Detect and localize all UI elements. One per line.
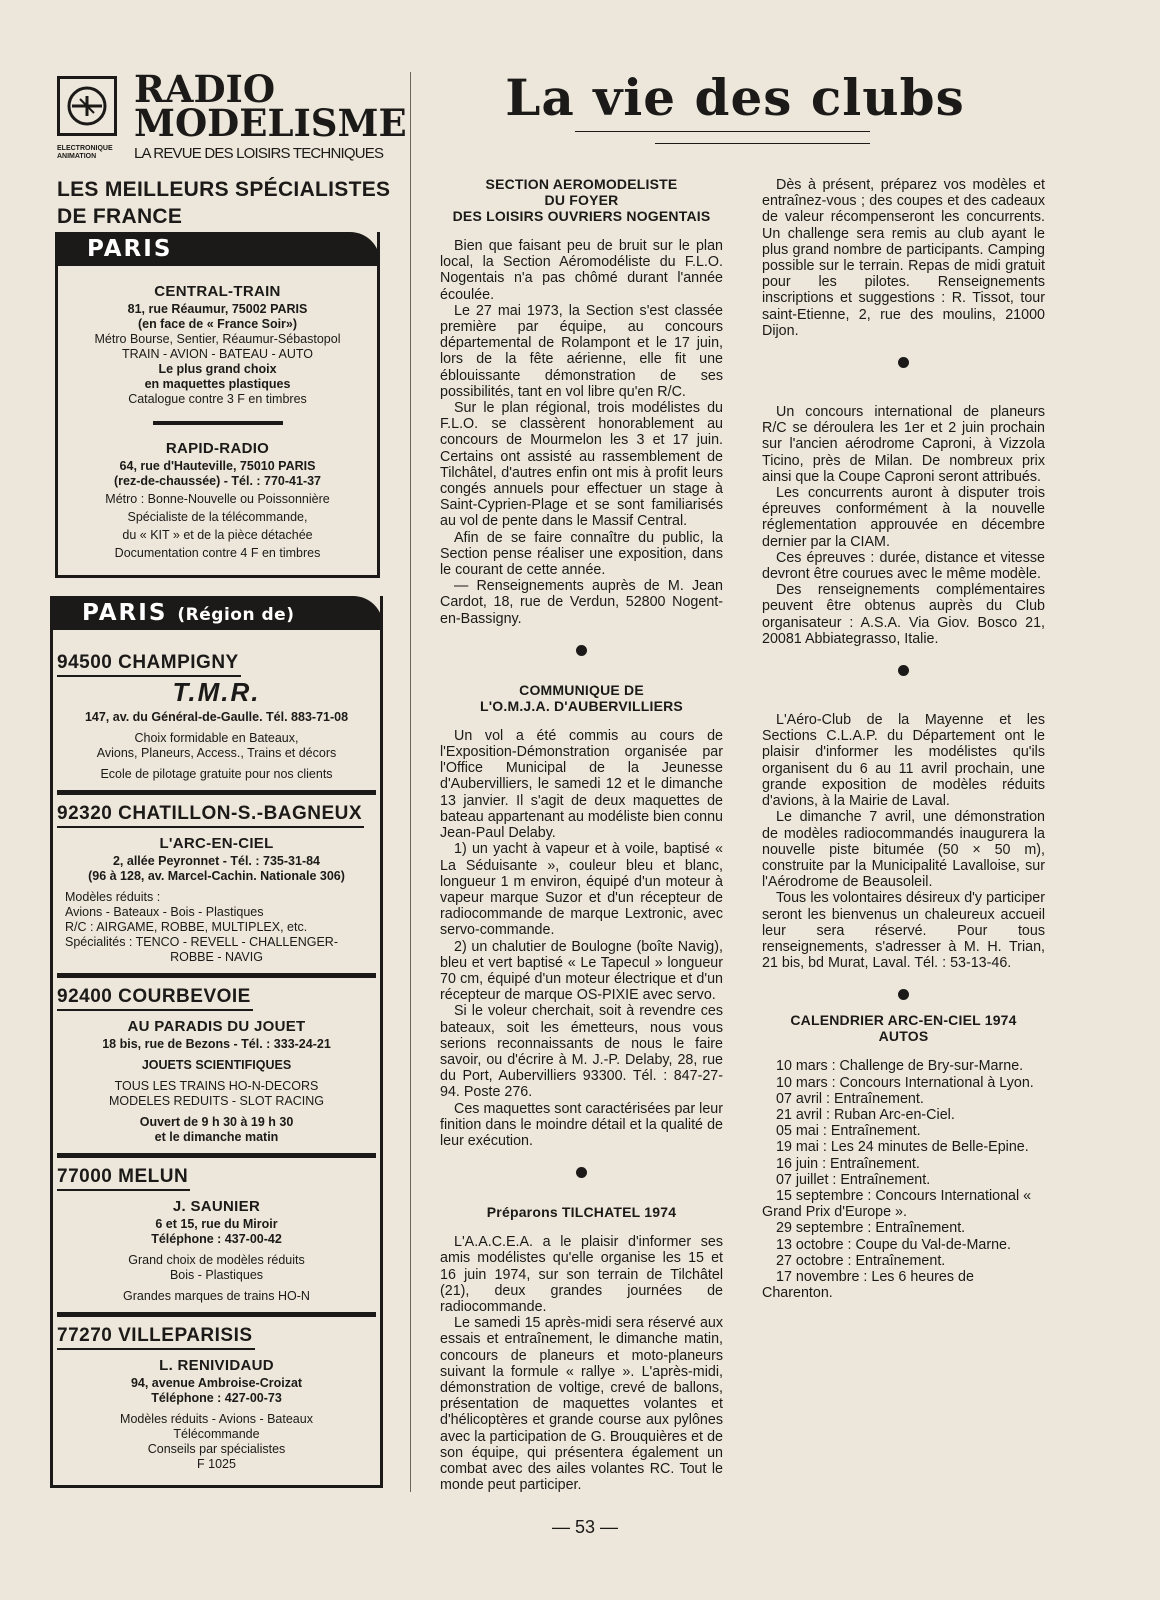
shop-detail: MODELES REDUITS - SLOT RACING <box>108 1094 325 1108</box>
heading-line: DES LOISIRS OUVRIERS NOGENTAIS <box>452 208 711 224</box>
paragraph: Afin de se faire connaître du public, la Section pense réaliser une exposition, dans le courant de cette année. <box>440 529 723 579</box>
paragraph: Le dimanche 7 avril, une démonstration de modèles radiocommandés inaugurera la nouvelle piste bitumée (50 × 50 m), construite par la Municipalité Lavalloise, sur l'Aérodrome de Beausoleil. <box>762 809 1045 891</box>
heading-line: DU FOYER <box>544 192 619 208</box>
article-body <box>440 728 723 1149</box>
calendar-item: 07 juillet : Entraînement. <box>776 1171 931 1188</box>
shop-detail: Le plus grand choix <box>158 362 277 376</box>
calendar-item: 16 juin : Entraînement. <box>776 1155 920 1172</box>
paragraph: L'A.A.C.E.A. a le plaisir d'informer ses amis modélistes qu'elle organise les 15 et 16 juin 1974, sur son terrain de Tilchâtel (21), deux grandes journées de radiocommande. <box>440 1234 723 1315</box>
shop-detail: Grandes marques de trains HO-N <box>123 1289 310 1303</box>
column-divider <box>410 72 411 1492</box>
magazine-logo-icon <box>57 76 117 136</box>
paragraph: Tous les volontaires désireux d'y participer seront les bienvenus un chaleureux accueil leur sera réservé. Pour tous renseignements, s'adresser à M. H. Trian, 21 bis, bd Murat, Laval. Tél. : 53-13-46. <box>762 890 1045 972</box>
shop-detail: Ouvert de 9 h 30 à 19 h 30 <box>139 1115 294 1129</box>
specialists-line-2: DE FRANCE <box>57 205 183 228</box>
middle-column <box>440 176 723 1494</box>
shop-detail: F 1025 <box>197 1457 236 1471</box>
city-name: 92320 CHATILLON-S.-BAGNEUX <box>57 803 364 828</box>
brand-line-2: MODELISME <box>134 101 407 145</box>
magazine-name <box>134 67 407 145</box>
calendar-item: 15 septembre : Concours International « Grand Prix d'Europe ». <box>762 1187 1032 1221</box>
article-body <box>440 238 723 627</box>
shop-detail: Métro Bourse, Sentier, Réaumur-Sébastopol <box>94 332 341 346</box>
brand-line-1: RADIO <box>134 67 276 111</box>
shop-detail: et le dimanche matin <box>154 1130 279 1144</box>
shop-block <box>57 1199 376 1304</box>
shop-detail: Grand choix de modèles réduits <box>128 1253 305 1267</box>
paragraph: 1) un yacht à vapeur et à voile, baptisé « La Séduisante », couleur bleu et blanc, longueur 1 m environ, équipé d'un moteur à vapeur marque Suzor et d'un récepteur de radiocommande de marque Lextronic, avec servo-commande. <box>440 841 723 939</box>
right-column <box>762 177 1045 1301</box>
paragraph: Sur le plan régional, trois modélistes du F.L.O. se classèrent honorablement au concours de Mourmelon les 3 et 17 juin. Certains ont assisté au rassemblement de Tilchâtel, d'autres enfin ont mis à profit leurs congés annuels pour effectuer un stage à Saint-Cyprien-Plage et se sont familiarisés au vol de pente dans le Massif Central. <box>440 400 723 530</box>
calendar-item: 13 octobre : Coupe du Val-de-Marne. <box>776 1236 1011 1253</box>
paragraph: L'Aéro-Club de la Mayenne et les Sections C.L.A.P. du Département ont le plaisir d'informer les modélistes qu'ils organisent du 6 au 11 avril prochain, une grande exposition de modèles réduits d'avions, à la Mairie de Laval. <box>762 712 1045 810</box>
heading-line: AUTOS <box>878 1028 929 1045</box>
specialists-line-1: LES MEILLEURS SPÉCIALISTES <box>57 178 391 201</box>
ad-box-paris <box>55 232 380 578</box>
city-name: 77000 MELUN <box>57 1166 190 1191</box>
shop-block <box>57 1019 376 1145</box>
shop-detail: Avions, Planeurs, Access., Trains et décors <box>96 746 337 760</box>
shop-detail: 81, rue Réaumur, 75002 PARIS <box>127 302 308 316</box>
article-heading <box>440 682 723 714</box>
ad-box-header: PARIS <box>55 232 380 266</box>
ad-box-paris-region <box>50 596 383 1488</box>
page-number: — 53 — <box>551 1517 619 1537</box>
city-heading <box>57 1325 376 1350</box>
shop-detail: Modèles réduits : <box>65 890 161 904</box>
shop-name: L. RENIVIDAUD <box>159 1357 274 1374</box>
ad-box-header <box>50 596 383 630</box>
paragraph: Le samedi 15 après-midi sera réservé aux essais et entraînement, le dimanche matin, concours de planeurs et moto-planeurs suivant la formule « rallye ». L'après-midi, démonstration de voltige, crevé de ballons, présentation de maquettes volantes et d'hélicoptères et grande course aux pylônes avec la participation de G. Brouquières et de son équipe, qui présentera également un combat avec des ailes volantes RC. Tout le monde peut participer. <box>440 1315 723 1494</box>
shop-detail: en maquettes plastiques <box>144 377 291 391</box>
divider-rule <box>57 973 376 978</box>
title-rule <box>655 143 870 144</box>
article-heading: Préparons TILCHATEL 1974 <box>486 1204 677 1221</box>
article-body-continued <box>762 177 1045 339</box>
brand-small-text <box>57 145 113 161</box>
shop-detail: 6 et 15, rue du Miroir <box>155 1217 278 1231</box>
article-body <box>440 1234 723 1494</box>
brand-small-1: ELECTRONIQUE <box>57 145 113 152</box>
divider-rule <box>153 421 283 425</box>
city-heading <box>57 652 376 677</box>
brand-small-2: ANIMATION <box>57 153 97 160</box>
city-name: 77270 VILLEPARISIS <box>57 1325 255 1350</box>
paragraph: Un vol a été commis au cours de l'Exposition-Démonstration organisée par l'Office Municipal de la Jeunesse d'Aubervilliers, le samedi 12 et le dimanche 13 janvier. Il s'agit de deux maquettes de bateau appartenant au modéliste bien connu Jean-Paul Delaby. <box>440 727 723 842</box>
header-main: PARIS <box>82 600 168 626</box>
shop-block <box>57 677 376 782</box>
shop-detail: ROBBE - NAVIG <box>170 950 263 964</box>
calendar-item: 29 septembre : Entraînement. <box>776 1220 966 1237</box>
heading-line: SECTION AEROMODELISTE <box>485 176 678 192</box>
calendar-item: 10 mars : Challenge de Bry-sur-Marne. <box>776 1058 1024 1075</box>
shop-block <box>57 836 376 965</box>
header-suffix: (Région de) <box>177 605 295 625</box>
shop-detail: Spécialiste de la télécommande, <box>127 510 308 524</box>
calendar-item: 19 mai : Les 24 minutes de Belle-Epine. <box>776 1139 1029 1156</box>
article-heading <box>440 176 723 224</box>
calendar-item: 27 octobre : Entraînement. <box>776 1252 946 1269</box>
city-heading <box>57 1166 376 1191</box>
shop-detail: 2, allée Peyronnet - Tél. : 735-31-84 <box>112 854 321 868</box>
shop-detail: Modèles réduits - Avions - Bateaux <box>120 1412 313 1426</box>
heading-line: COMMUNIQUE DE <box>519 681 644 698</box>
divider-rule <box>57 1153 376 1158</box>
calendar-item: 10 mars : Concours International à Lyon. <box>776 1074 1034 1091</box>
divider-rule <box>57 1312 376 1317</box>
paris-shop-list <box>58 232 377 561</box>
shop-detail: Spécialités : TENCO - REVELL - CHALLENGER- <box>65 935 338 949</box>
calendar-item: 05 mai : Entraînement. <box>776 1123 921 1140</box>
shop-detail: Métro : Bonne-Nouvelle ou Poissonnière <box>105 492 330 506</box>
shop-detail: du « KIT » et de la pièce détachée <box>122 528 313 542</box>
separator-bullet-icon <box>576 645 587 656</box>
paragraph: — Renseignements auprès de M. Jean Cardot, 18, rue de Verdun, 52800 Nogent-en-Bassigny. <box>440 578 723 627</box>
shop-detail: TOUS LES TRAINS HO-N-DECORS <box>114 1079 319 1093</box>
paragraph: Le 27 mai 1973, la Section s'est classée première par équipe, au concours départemental de Rolampont et le 17 juin, lors de la fête aérienne, elle fit une éblouissante démonstration de ses possibilités, tant en vol libre qu'en R/C. <box>440 302 723 400</box>
paragraph: Un concours international de planeurs R/C se déroulera les 1er et 2 juin prochain sur l'ancien aérodrome Caproni, à Vizzola Ticino, près de Milan. De nombreux prix ainsi que la Coupe Caproni seront attribués. <box>762 404 1045 485</box>
city-heading <box>57 986 376 1011</box>
separator-bullet-icon <box>898 989 909 1000</box>
calendar-item: 21 avril : Ruban Arc-en-Ciel. <box>776 1106 955 1123</box>
paragraph: Dès à présent, préparez vos modèles et entraînez-vous ; des coupes et des cadeaux de valeur récompenseront les concurrents. Un challenge sera remis au club ayant le plus grand nombre de participants. Camping possible sur le terrain. Repas de midi gratuit pour les pilotes. Renseignements inscriptions et suggestions : R. Tissot, tour saint-Etienne, 2, rue des moulins, 21000 Dijon. <box>762 177 1045 339</box>
paragraph: Les concurrents auront à disputer trois épreuves conformément à la nouvelle réglementation approuvée en décembre dernier par la CIAM. <box>762 485 1045 550</box>
shop-detail: R/C : AIRGAME, ROBBE, MULTIPLEX, etc. <box>65 920 308 934</box>
title-rule <box>575 131 870 132</box>
paragraph: Ces épreuves : durée, distance et vitesse devront être courues avec le même modèle. <box>762 549 1045 583</box>
city-heading <box>57 803 376 828</box>
shop-detail: Téléphone : 437-00-42 <box>151 1232 282 1246</box>
region-entry-list <box>53 596 380 1472</box>
page-title: La vie des clubs <box>505 68 965 127</box>
separator-bullet-icon <box>898 357 909 368</box>
shop-name: RAPID-RADIO <box>165 440 270 457</box>
article-heading <box>762 1012 1045 1044</box>
article-body <box>762 712 1045 971</box>
shop-detail: 147, av. du Général-de-Gaulle. Tél. 883-71-08 <box>84 710 349 724</box>
calendar-item: 07 avril : Entraînement. <box>776 1090 924 1107</box>
shop-detail: (96 à 128, av. Marcel-Cachin. Nationale 306) <box>88 869 345 883</box>
shop-detail: Choix formidable en Bateaux, <box>134 731 299 745</box>
paragraph: Si le voleur cherchait, soit à revendre ces bateaux, soit les émetteurs, nous vous serions reconnaissants de nous le faire savoir, ou d'écrire à M. J.-P. Delaby, 28, rue du Port, Aubervilliers 93300. Tél. : 847-27-94. Poste 276. <box>440 1003 723 1101</box>
shop-detail: JOUETS SCIENTIFIQUES <box>141 1058 292 1072</box>
calendar-list <box>762 1058 1045 1301</box>
shop-detail: 18 bis, rue de Bezons - Tél. : 333-24-21 <box>102 1037 331 1051</box>
shop-name: L'ARC-EN-CIEL <box>159 835 274 852</box>
calendar-item: 17 novembre : Les 6 heures de Charenton. <box>762 1268 974 1302</box>
shop-name: T.M.R. <box>172 677 261 707</box>
article-body <box>762 404 1045 647</box>
shop-name: AU PARADIS DU JOUET <box>127 1018 306 1035</box>
shop-detail: Avions - Bateaux - Bois - Plastiques <box>65 905 264 919</box>
magazine-tagline: LA REVUE DES LOISIRS TECHNIQUES <box>134 145 384 162</box>
separator-bullet-icon <box>898 665 909 676</box>
city-name: 92400 COURBEVOIE <box>57 986 253 1011</box>
shop-name: J. SAUNIER <box>172 1198 261 1215</box>
city-name: 94500 CHAMPIGNY <box>57 652 241 677</box>
divider-rule <box>57 790 376 795</box>
separator-bullet-icon <box>576 1167 587 1178</box>
shop-detail: TRAIN - AVION - BATEAU - AUTO <box>122 347 313 361</box>
shop-detail: (rez-de-chaussée) - Tél. : 770-41-37 <box>113 474 322 488</box>
shop-detail: Conseils par spécialistes <box>147 1442 286 1456</box>
shop-detail: Catalogue contre 3 F en timbres <box>128 392 307 406</box>
shop-detail: 64, rue d'Hauteville, 75010 PARIS <box>119 459 316 473</box>
paragraph: Ces maquettes sont caractérisées par leur finition dans le moindre détail et la qualité de leur exécution. <box>440 1100 723 1149</box>
shop-detail: Télécommande <box>173 1427 260 1441</box>
specialists-heading <box>57 176 390 230</box>
shop-detail: Bois - Plastiques <box>169 1268 264 1282</box>
shop-detail: Téléphone : 427-00-73 <box>151 1391 282 1405</box>
shop-block <box>57 1358 376 1472</box>
paragraph: Bien que faisant peu de bruit sur le plan local, la Section Aéromodéliste du F.L.O. Nogentais n'a pas chômé durant l'année écoulée. <box>440 238 723 303</box>
paragraph: Des renseignements complémentaires peuvent être obtenus auprès du Club organisateur : A.S.A. Via Giov. Bosco 21, 20081 Abbiategrasso, Italie. <box>762 582 1045 647</box>
paragraph: 2) un chalutier de Boulogne (boîte Navig), bleu et vert baptisé « Le Tapecul » longueur 70 cm, équipé d'un moteur électrique et d'un récepteur de marque OS-PIXIE avec servo. <box>440 938 723 1004</box>
shop-detail: Documentation contre 4 F en timbres <box>114 546 321 560</box>
shop-detail: Ecole de pilotage gratuite pour nos clients <box>100 767 333 781</box>
shop-name: CENTRAL-TRAIN <box>154 283 281 300</box>
shop-detail: (en face de « France Soir») <box>137 317 298 331</box>
heading-line: CALENDRIER ARC-EN-CIEL 1974 <box>790 1012 1017 1029</box>
shop-detail: 94, avenue Ambroise-Croizat <box>130 1376 303 1390</box>
heading-line: L'O.M.J.A. D'AUBERVILLIERS <box>480 697 683 714</box>
